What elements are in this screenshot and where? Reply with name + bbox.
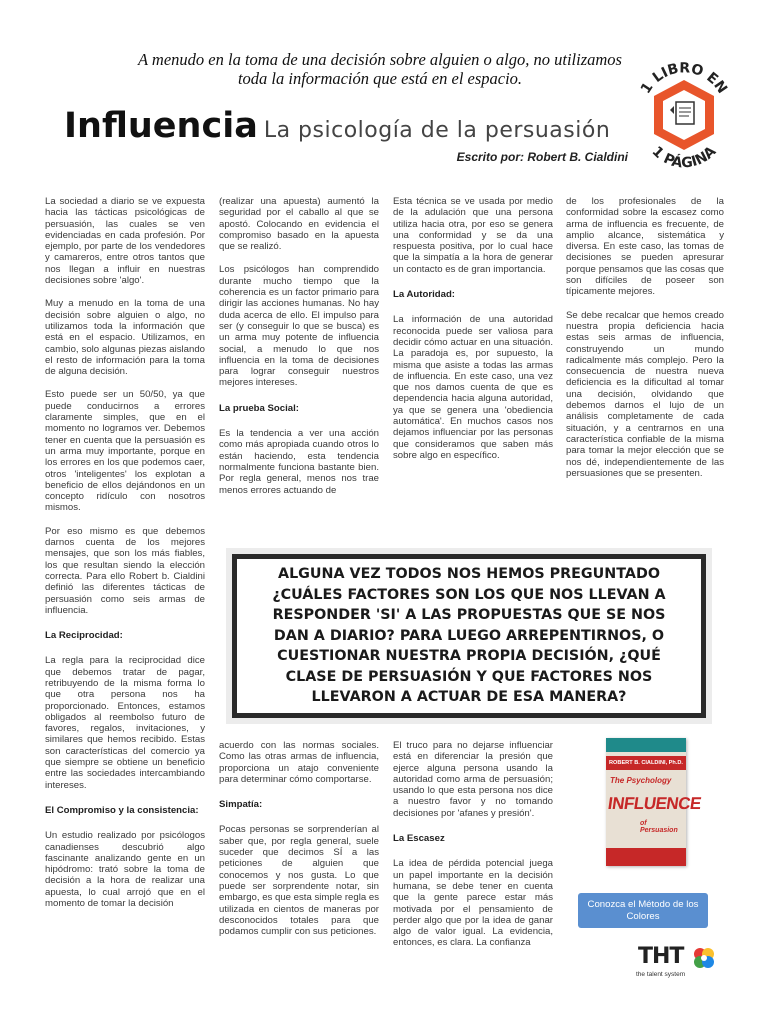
- book-title: INFLUENCE: [606, 794, 703, 813]
- section-heading-simpatia: Simpatía:: [219, 799, 263, 811]
- paragraph: acuerdo con las normas sociales. Como las otras armas de influencia, proporciona un atajo conveniente para determinar cómo comportarse.: [219, 740, 379, 785]
- paragraph: La información de una autoridad reconocida puede ser valiosa para decidir cómo actuar en una situación. La paradoja es, por supuesto, la misma que asiste a todas las armas de influencia. En este caso, una vez que nos damos cuenta de que es dependencia hacia alguna autoridad, ya que se genera una 'obediencia automática'. En muchos casos nos dejamos influenciar por las personas que consideramos que saben más sobre algo en específico.: [393, 314, 553, 461]
- column-5: [219, 740, 379, 949]
- paragraph: (realizar una apuesta) aumentó la seguridad por el caballo al que se apostó. Colocando en evidencia el compromiso basado en la apuesta que se realizó.: [219, 196, 379, 253]
- paragraph: Muy a menudo en la toma de una decisión sobre alguien o algo, no utilizamos toda la información que está en el espacio. Utilizamos, en cambio, solo algunas piezas aislando el resto de información para la toma de alguna decisión.: [45, 298, 205, 378]
- book-cover-footer: [606, 848, 686, 866]
- section-heading-escasez: La Escasez: [393, 833, 445, 845]
- paragraph: Esta técnica se ve usada por medio de la adulación que una persona utiliza hacia otra, por eso se genera una conformidad y se da una respuesta positiva, por lo cual hace que la simpatía a la hora de generar un contacto es de gran importancia.: [393, 196, 553, 275]
- column-2: [219, 196, 379, 508]
- book-author: ROBERT B. CIALDINI, Ph.D.: [606, 756, 686, 770]
- author-line: Escrito por: Robert B. Cialdini: [456, 150, 628, 164]
- column-3: [393, 196, 553, 473]
- header-quote: A menudo en la toma de una decisión sobre alguien o algo, no utilizamos toda la información que está en el espacio.: [138, 50, 622, 88]
- book-cover-band: [606, 738, 686, 752]
- callout-box: ALGUNA VEZ TODOS NOS HEMOS PREGUNTADO ¿CUÁLES FACTORES SON LOS QUE NOS LLEVAN A RESPONDER 'SI' A LAS PROPUESTAS QUE SE NOS DAN A DIARIO? PARA LUEGO ARREPENTIRNOS, O CUESTIONAR NUESTRA PROPIA DECISIÓN, ¿QUÉ CLASE DE PERSUASIÓN Y QUE FACTORES NOS LLEVARON A ACTUAR DE ESA MANERA?: [232, 554, 706, 718]
- logo-tagline: the talent system: [636, 971, 686, 978]
- book-psych-text: The Psychology: [610, 776, 672, 785]
- title-main: Influencia: [64, 106, 258, 146]
- badge-top-text: 1 LIBRO EN: [637, 60, 730, 97]
- section-heading-autoridad: La Autoridad:: [393, 289, 455, 301]
- paragraph: Pocas personas se sorprenderían al saber que, por regla general, suele suceder que decimos SÍ a las peticiones de alguien que conocemos y nos gusta. Lo que puede ser sorprendente notar, sin embargo, es que esta simple regla es utilizada en cientos de maneras por desconocidos totales para que podamos cumplir con sus peticiones.: [219, 824, 379, 938]
- section-heading-reciprocidad: La Reciprocidad:: [45, 630, 123, 642]
- paragraph: de los profesionales de la conformidad sobre la escasez como arma de influencia es frecuente, de amplio alcance, sistemática y diversa. En este caso, las tomas de decisiones se pueden apresurar porque pensamos que las cosas que son difíciles de poseer son típicamente mejores.: [566, 196, 724, 298]
- badge-bottom-text: 1 PÁGINA: [648, 143, 720, 172]
- section-heading-compromiso: El Compromiso y la consistencia:: [45, 804, 199, 816]
- metodo-colores-button[interactable]: Conozca el Método de los Colores: [578, 893, 708, 928]
- title-subtitle: La psicología de la persuasión: [263, 118, 611, 143]
- paragraph: Un estudio realizado por psicólogos canadienses descubrió algo fascinante analizando gente en un hipódromo: trató sobre la toma de decisión a la hora de realizar una apuesta, lo cual arrojó que en el momento de tomar la decisión: [45, 830, 205, 910]
- logo-mark-icon: [692, 946, 716, 970]
- book-badge-icon: [634, 50, 734, 180]
- paragraph: Es la tendencia a ver una acción como más apropiada cuando otros lo están haciendo, esta tendencia normalmente funciona bastante bien. Por regla general, menos nos trae menos errores actuando de: [219, 428, 379, 496]
- page-title: [64, 106, 610, 146]
- section-heading-prueba-social: La prueba Social:: [219, 402, 299, 414]
- paragraph: Por eso mismo es que debemos darnos cuenta de los mejores mensajes, que son los más fiables, los que resultan siendo la elección correcta. Para ello Robert b. Cialdini definió las diferentes tácticas de persuasión como seis armas de influencia.: [45, 525, 205, 616]
- column-6: [393, 740, 553, 961]
- paragraph: La sociedad a diario se ve expuesta hacia las tácticas psicológicas de persuasión, las cuales se ven evidenciadas en cada profesión. Por ejemplo, por parte de los vendedores y camareros, entre otros tantos que nos llegan a influir en nuestras decisiones sobre 'algo'.: [45, 196, 205, 287]
- paragraph: La idea de pérdida potencial juega un papel importante en la decisión humana, se debe tener en cuenta que la gente parece estar más motivada por el pensamiento de perder algo que por la idea de ganar algo de valor igual. La evidencia, entonces, es clara. La confianza: [393, 858, 553, 949]
- column-1: [45, 196, 205, 921]
- paragraph: Los psicólogos han comprendido durante mucho tiempo que la coherencia es un factor primario para dirigir las acciones humanas. No hay duda acerca de ello. El impulso para ser (y conseguir lo que se busca) es un arma muy potente de influencia social, a menudo lo que nos influencia en la toma de decisiones para lograr conseguir nuestros mejores intereses.: [219, 264, 379, 389]
- paragraph: El truco para no dejarse influenciar está en diferenciar la presión que ejerce alguna persona usando la autoridad como arma de persuasión; usando lo que esta persona nos dice a nuestro favor y no tomando decisiones por 'afanes y presión'.: [393, 740, 553, 819]
- paragraph: La regla para la reciprocidad dice que debemos tratar de pagar, retribuyendo de la misma forma lo que otra persona nos ha proporcionado. Entonces, estamos obligados al reembolso futuro de favores, regalos, invitaciones, y similares que hemos recibido. Estas son características del comercio ya que siempre se obtiene un beneficio entre las sociedades intercambiando intereses.: [45, 655, 205, 791]
- tht-logo: [634, 944, 724, 984]
- paragraph: Se debe recalcar que hemos creado nuestra propia deficiencia hacia estas seis armas de influencia, construyendo un mundo radicalmente más complejo. Pero la consecuencia de nuestra nueva deficiencia es la dificultad al tomar una decisión, olvidando que debemos darnos el lujo de un análisis completamente de cada situación, y a centrarnos en una característica confiable de la misma para tomar la mejor elección que se nos dé, independientemente de las persuasiones que se presenten.: [566, 309, 724, 479]
- book-cover-image: [606, 738, 703, 866]
- column-4: [566, 196, 724, 491]
- paragraph: Esto puede ser un 50/50, ya que puede conducirnos a errores claramente simples, que en el momento no logramos ver. Debemos tener en cuenta que la persuasión es un arma muy importante, porque en los errores en los que podemos caer, otros 'inteligentes' los explotan a beneficio de ellos dejándonos en un concepto ridículo con nosotros mismos.: [45, 389, 205, 514]
- logo-name: THT: [638, 944, 684, 969]
- book-of-persuasion: of Persuasion: [640, 820, 678, 834]
